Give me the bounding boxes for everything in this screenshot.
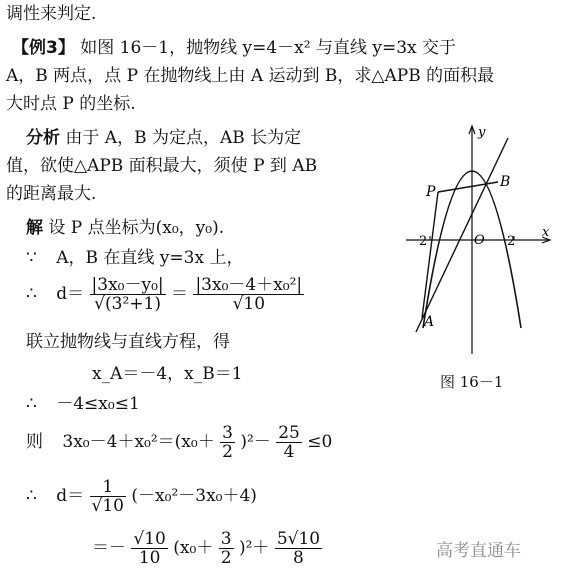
solution-text-1: 设 P 点坐标为(x₀，y₀). xyxy=(48,218,225,238)
solution-text-6: －4≤x₀≤1 xyxy=(56,394,140,414)
fraction-7 xyxy=(219,530,234,567)
fraction-4 xyxy=(276,424,302,461)
analysis-text-1: 由于 A，B 为定点，AB 长为定 xyxy=(65,128,302,148)
fraction-8 xyxy=(275,530,322,567)
fraction-1-den: √(3²+1) xyxy=(94,294,161,314)
line8-rest: (－x₀²－3x₀＋4) xyxy=(131,486,257,506)
label-y: y xyxy=(478,125,486,140)
fraction-2 xyxy=(193,276,304,313)
tick-label-2: 2 xyxy=(507,234,516,249)
figure-caption: 图 16－1 xyxy=(440,373,504,391)
solution-tag: 解 xyxy=(26,218,43,238)
line-y-3x xyxy=(416,138,511,332)
solution-line-1 xyxy=(26,218,224,238)
line9-part-a: ＝－ xyxy=(92,538,126,558)
solution-line-8 xyxy=(26,478,257,515)
then-symbol: 则 xyxy=(26,432,43,452)
fraction-1-num: |3x₀－y₀| xyxy=(91,275,164,295)
top-line: 调性来判定. xyxy=(6,4,97,24)
analysis-line-1 xyxy=(26,128,301,148)
tick-label-neg2: －2 xyxy=(406,234,428,249)
fraction-6-den: 10 xyxy=(138,548,161,568)
solution-line-4: 联立抛物线与直线方程，得 xyxy=(26,332,230,352)
label-O: O xyxy=(474,233,485,248)
line7-part-a: 3x₀－4＋x₀²＝(x₀＋ xyxy=(62,432,215,452)
line7-part-c: ≤0 xyxy=(307,432,333,452)
line7-part-b: )²－ xyxy=(240,432,271,452)
example-tag: 【例3】 xyxy=(12,38,75,58)
fraction-8-num: 5√10 xyxy=(276,529,321,549)
distance-formula xyxy=(26,276,304,313)
label-x: x xyxy=(542,225,550,240)
analysis-line-2: 值，欲使△APB 面积最大，须使 P 到 AB xyxy=(6,156,318,176)
solution-line-5: x_A＝－4，x_B＝1 xyxy=(92,364,243,384)
label-P: P xyxy=(426,184,436,200)
fraction-1 xyxy=(90,276,166,313)
figure-16-1 xyxy=(400,122,560,362)
watermark: 高考直通车 xyxy=(436,541,521,561)
fraction-8-den: 8 xyxy=(293,548,304,568)
fraction-4-den: 4 xyxy=(283,442,295,462)
fraction-4-num: 25 xyxy=(278,423,300,443)
therefore-symbol-2: ∴ xyxy=(26,394,37,414)
solution-text-2: A，B 在直线 y=3x 上， xyxy=(56,248,244,268)
analysis-line-3: 的距离最大. xyxy=(6,184,97,204)
therefore-symbol-3: ∴ xyxy=(26,486,37,506)
fraction-7-den: 2 xyxy=(220,548,232,568)
fraction-2-num: |3x₀－4＋x₀²| xyxy=(195,275,303,295)
fraction-3 xyxy=(220,424,235,461)
fraction-5-den: √10 xyxy=(91,496,124,516)
line9-part-b: (x₀＋ xyxy=(173,538,214,558)
label-A: A xyxy=(424,314,435,330)
solution-line-6 xyxy=(26,394,140,414)
fraction-6-num: √10 xyxy=(133,529,166,549)
fraction-2-den: √10 xyxy=(232,294,266,314)
d2-lhs: d＝ xyxy=(56,486,85,506)
equals-sign: ＝ xyxy=(171,284,189,304)
example-line-1 xyxy=(12,38,456,58)
solution-line-7 xyxy=(26,424,332,461)
fraction-5-num: 1 xyxy=(90,478,126,497)
line9-part-c: )²＋ xyxy=(238,538,270,558)
fraction-3-num: 3 xyxy=(222,423,233,443)
analysis-tag: 分析 xyxy=(26,128,60,148)
fraction-7-num: 3 xyxy=(220,529,232,549)
label-B: B xyxy=(500,174,511,190)
solution-line-9 xyxy=(92,530,322,567)
d-lhs: d＝ xyxy=(56,284,85,304)
solution-line-2 xyxy=(26,248,243,268)
example-text-1: 如图 16－1，抛物线 y=4－x² 与直线 y=3x 交于 xyxy=(80,38,457,58)
fraction-6 xyxy=(131,530,167,567)
fraction-3-den: 2 xyxy=(222,442,233,462)
example-line-3: 大时点 P 的坐标. xyxy=(6,94,136,114)
because-symbol: ∵ xyxy=(26,248,37,268)
example-line-2: A，B 两点，点 P 在抛物线上由 A 运动到 B，求△APB 的面积最 xyxy=(6,66,495,86)
therefore-symbol-1: ∴ xyxy=(26,284,37,304)
fraction-5 xyxy=(90,478,126,515)
